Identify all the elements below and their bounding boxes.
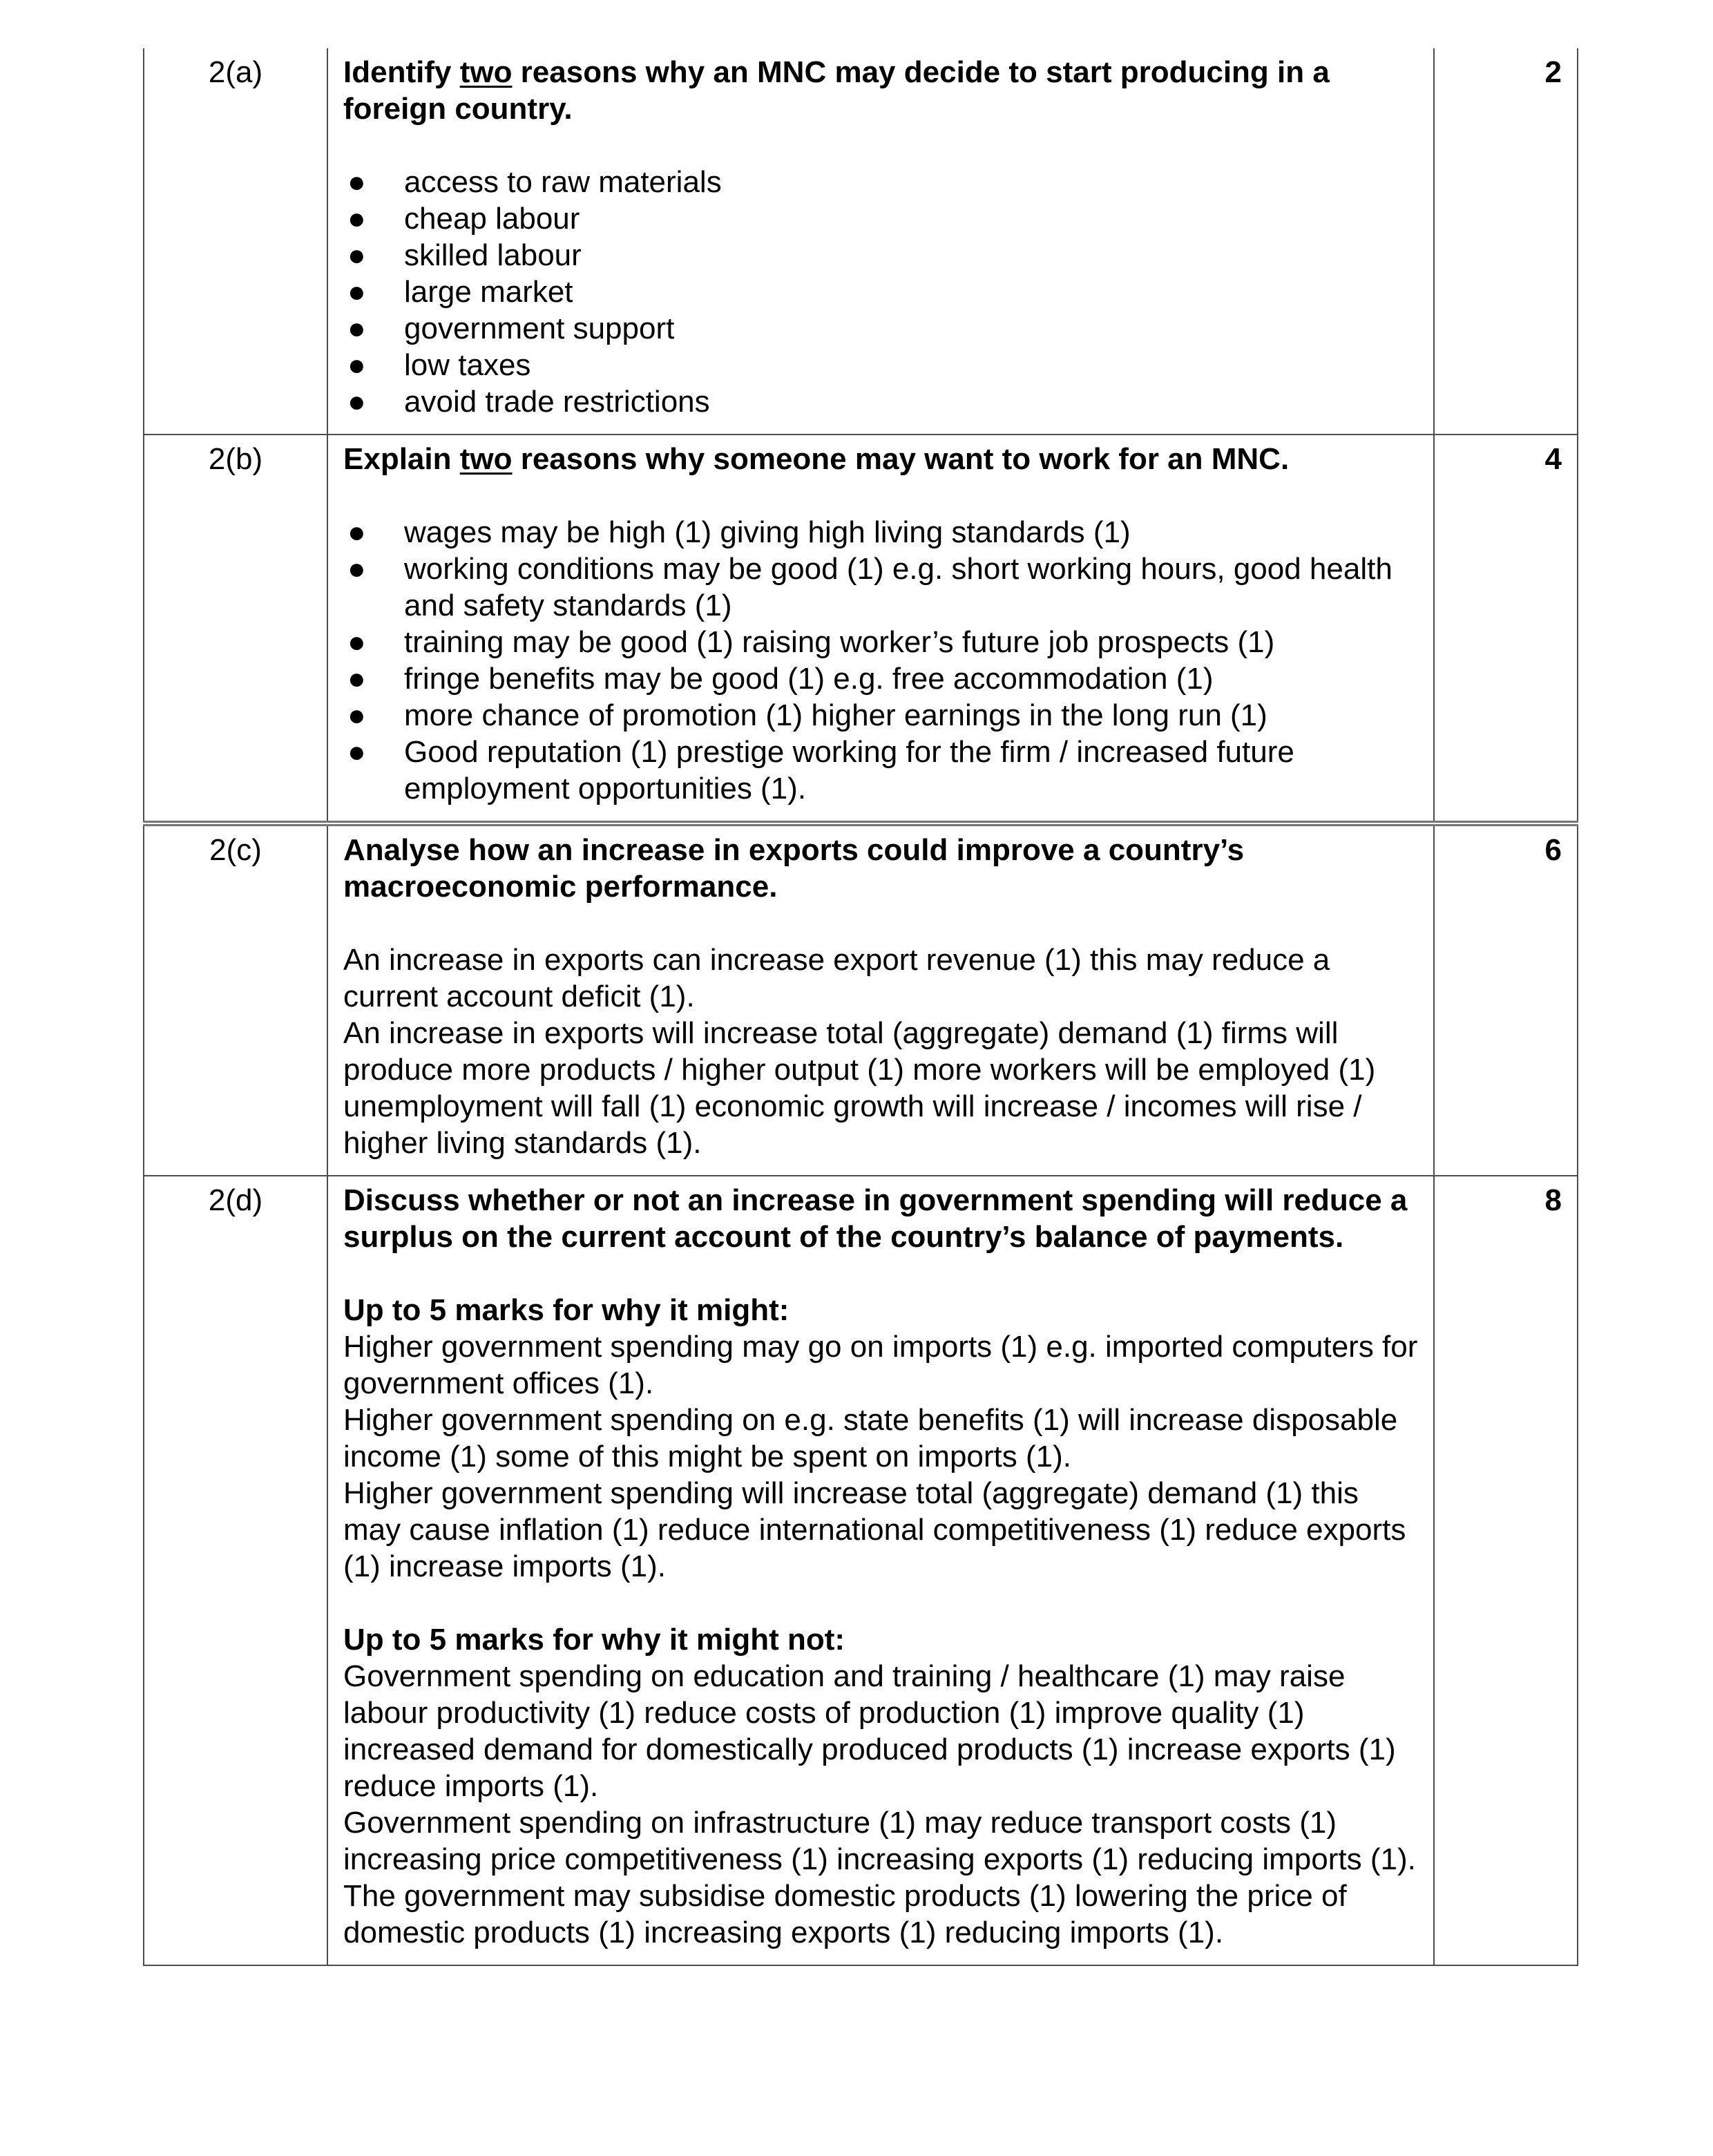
list-item: ● low taxes (347, 348, 531, 382)
list-item: ● skilled labour (347, 238, 582, 272)
mark-scheme-table (143, 48, 1578, 1966)
question-number: 2(b) (144, 435, 327, 823)
bullet-icon: ● (347, 165, 366, 199)
question-row-2b (144, 435, 1578, 823)
question-row-2c (144, 823, 1578, 1176)
answer-list (343, 514, 1419, 807)
list-item: ● cheap labour (347, 202, 580, 236)
answer-paragraph: Higher government spending will increase total (aggregate) demand (1) this may cause inflation (1) reduce international competitiveness (1) reduce exports (1) increase imports (1). (343, 1476, 1406, 1583)
list-item: ● working conditions may be good (1) e.g. short working hours, good health and safety standards (1) (347, 552, 1393, 622)
list-item: ● fringe benefits may be good (1) e.g. free accommodation (1) (347, 662, 1214, 696)
bullet-icon: ● (347, 348, 366, 382)
bullet-icon: ● (347, 625, 366, 659)
answer-paragraph: Higher government spending on e.g. state benefits (1) will increase disposable income (1) some of this might be spent on imports (1). (343, 1403, 1398, 1473)
marks-value: 8 (1434, 1176, 1578, 1965)
question-text: Discuss whether or not an increase in government spending will reduce a surplus on the current account of the country’s balance of payments. (343, 1183, 1408, 1254)
section-heading: Up to 5 marks for why it might not: (343, 1623, 845, 1657)
bullet-icon: ● (347, 275, 366, 309)
question-body (327, 1176, 1434, 1965)
list-item: ● access to raw materials (347, 165, 722, 199)
marks-value: 6 (1434, 823, 1578, 1176)
question-text: Explain two reasons why someone may want to work for an MNC. (343, 442, 1290, 476)
answer-paragraph: An increase in exports can increase export revenue (1) this may reduce a current account deficit (1). (343, 943, 1330, 1013)
marks-value: 2 (1434, 48, 1578, 435)
bullet-icon: ● (347, 385, 366, 419)
emphasis-underline: two (459, 55, 513, 89)
list-item: ● avoid trade restrictions (347, 385, 710, 419)
section-heading: Up to 5 marks for why it might: (343, 1293, 789, 1327)
answer-paragraph: The government may subsidise domestic products (1) lowering the price of domestic products (1) increasing exports (1) reducing imports (1). (343, 1879, 1347, 1949)
emphasis-underline: two (459, 442, 513, 476)
question-body (327, 435, 1434, 823)
answer-paragraph: An increase in exports will increase total (aggregate) demand (1) firms will produce more products / higher output (1) more workers will be employed (1) unemployment will fall (1) economic growth will increase / incomes will rise / higher living standards (1). (343, 1016, 1376, 1160)
question-body (327, 48, 1434, 435)
answer-paragraph: Government spending on education and training / healthcare (1) may raise labour productivity (1) reduce costs of production (1) improve quality (1) increased demand for domestically produced products (1) increase exports (1) reduce imports (1). (343, 1659, 1396, 1803)
bullet-icon: ● (347, 312, 366, 345)
answer-paragraph: Higher government spending may go on imports (1) e.g. imported computers for government offices (1). (343, 1330, 1418, 1400)
list-item: ● more chance of promotion (1) higher earnings in the long run (1) (347, 698, 1267, 732)
question-text: Analyse how an increase in exports could improve a country’s macroeconomic performance. (343, 833, 1245, 904)
list-item: ● large market (347, 275, 573, 309)
bullet-icon: ● (347, 515, 366, 549)
list-item: ● government support (347, 312, 675, 345)
bullet-icon: ● (347, 698, 366, 732)
question-row-2d (144, 1176, 1578, 1965)
question-number: 2(d) (144, 1176, 327, 1965)
question-body (327, 823, 1434, 1176)
bullet-icon: ● (347, 662, 366, 696)
question-number: 2(c) (144, 823, 327, 1176)
list-item: ● wages may be high (1) giving high living standards (1) (347, 515, 1131, 549)
question-row-2a (144, 48, 1578, 435)
marks-value: 4 (1434, 435, 1578, 823)
question-number: 2(a) (144, 48, 327, 435)
list-item: ● Good reputation (1) prestige working for the firm / increased future employment opportunities (1). (347, 735, 1294, 805)
list-item: ● training may be good (1) raising worker’s future job prospects (1) (347, 625, 1275, 659)
bullet-icon: ● (347, 735, 366, 769)
bullet-icon: ● (347, 238, 366, 272)
bullet-icon: ● (347, 552, 366, 586)
mark-scheme-page (143, 48, 1577, 1966)
question-text: Identify two reasons why an MNC may decide to start producing in a foreign country. (343, 55, 1330, 126)
bullet-icon: ● (347, 202, 366, 236)
answer-list (343, 164, 1419, 420)
answer-paragraph: Government spending on infrastructure (1) may reduce transport costs (1) increasing price competitiveness (1) increasing exports (1) reducing imports (1). (343, 1806, 1416, 1876)
